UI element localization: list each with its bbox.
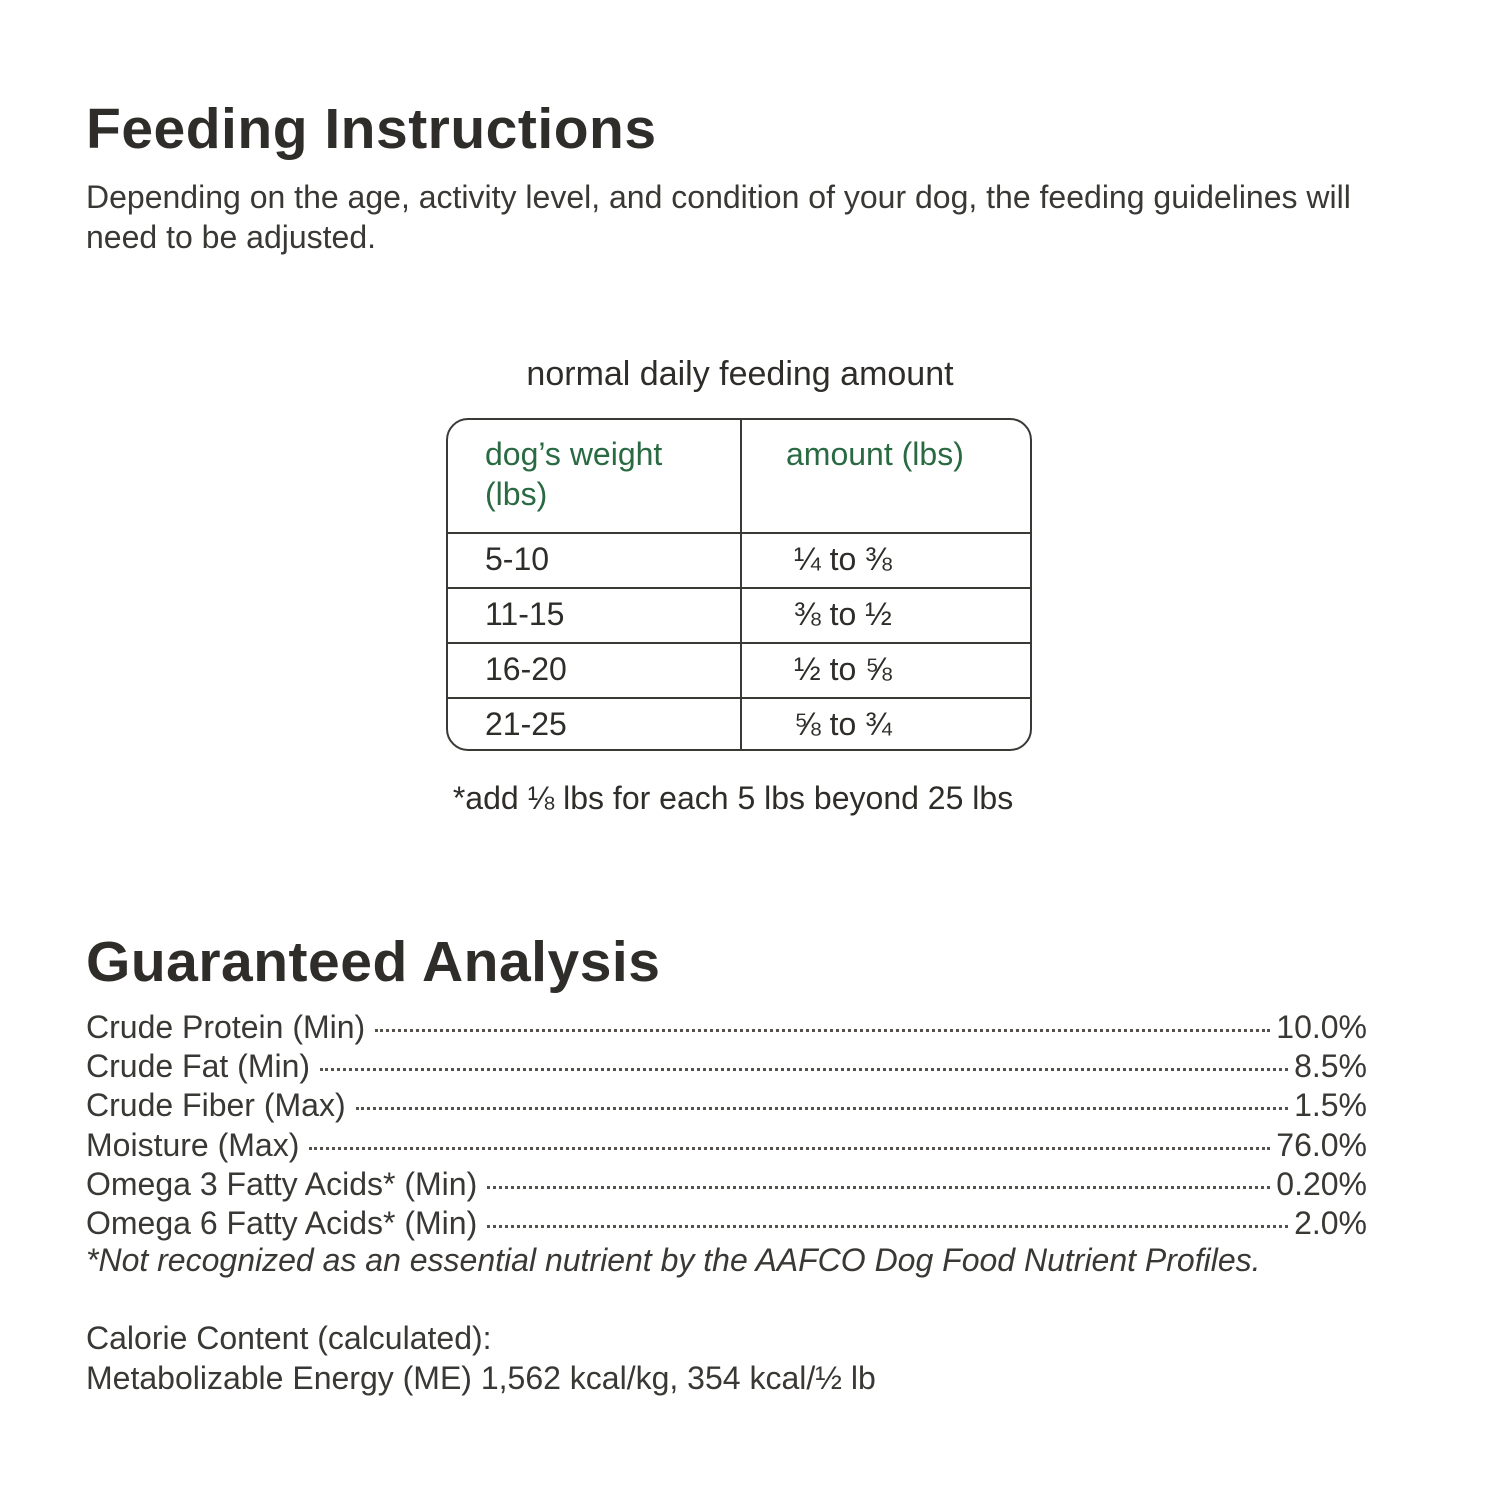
guaranteed-analysis-title: Guaranteed Analysis — [86, 930, 661, 994]
table-row — [448, 642, 1030, 698]
nutrient-value: 8.5% — [1294, 1048, 1367, 1085]
calorie-content-value: Metabolizable Energy (ME) 1,562 kcal/kg, 354 kcal/½ lb — [86, 1360, 876, 1396]
table-row — [448, 697, 1030, 751]
dot-leader — [356, 1107, 1288, 1110]
feeding-table-caption: normal daily feeding amount — [526, 355, 954, 393]
nutrient-value: 76.0% — [1276, 1126, 1367, 1163]
feeding-table — [446, 418, 1032, 751]
nutrient-value: 2.0% — [1294, 1204, 1367, 1241]
nutrient-label: Omega 3 Fatty Acids* (Min) — [86, 1165, 478, 1202]
list-item — [86, 1008, 1367, 1047]
dot-leader — [320, 1068, 1288, 1071]
header-amount: amount (lbs) — [786, 436, 964, 472]
table-row — [448, 587, 1030, 643]
analysis-footnote: *Not recognized as an essential nutrient by the AAFCO Dog Food Nutrient Profiles. — [86, 1242, 1261, 1278]
amount-cell: ⅝ to ¾ — [794, 706, 892, 742]
amount-cell: ¼ to ⅜ — [794, 541, 892, 577]
dot-leader — [375, 1029, 1270, 1032]
nutrient-value: 1.5% — [1294, 1087, 1367, 1124]
weight-cell: 11-15 — [485, 596, 565, 632]
calorie-content-heading: Calorie Content (calculated): — [86, 1320, 492, 1356]
amount-cell: ½ to ⅝ — [794, 651, 892, 687]
feeding-table-note: *add ⅛ lbs for each 5 lbs beyond 25 lbs — [452, 780, 1014, 816]
nutrient-value: 10.0% — [1276, 1009, 1367, 1045]
feeding-instructions-title: Feeding Instructions — [86, 97, 657, 161]
nutrient-label: Crude Fiber (Max) — [86, 1087, 346, 1124]
table-row — [448, 532, 1030, 588]
weight-cell: 16-20 — [485, 651, 567, 687]
feeding-intro-text: Depending on the age, activity level, and condition of your dog, the feeding guidelines will need to be adjusted. — [86, 179, 1351, 255]
nutrient-label: Crude Protein (Min) — [86, 1009, 366, 1045]
amount-cell: ⅜ to ½ — [794, 596, 892, 632]
dot-leader — [487, 1225, 1288, 1228]
nutrient-label: Crude Fat (Min) — [86, 1048, 311, 1085]
list-item — [86, 1086, 1367, 1125]
weight-cell: 21-25 — [485, 706, 567, 742]
list-item — [86, 1126, 1367, 1165]
nutrient-value: 0.20% — [1276, 1165, 1367, 1202]
dot-leader — [487, 1186, 1270, 1189]
list-item — [86, 1047, 1367, 1086]
list-item — [86, 1165, 1367, 1204]
nutrient-label: Omega 6 Fatty Acids* (Min) — [86, 1204, 478, 1241]
guaranteed-analysis-list — [86, 1008, 1367, 1243]
nutrient-label: Moisture (Max) — [86, 1126, 300, 1163]
list-item — [86, 1204, 1367, 1243]
dot-leader — [309, 1147, 1270, 1150]
table-header-row — [448, 420, 1030, 532]
header-dog-weight: dog’s weight (lbs) — [485, 436, 663, 512]
weight-cell: 5-10 — [485, 541, 550, 577]
